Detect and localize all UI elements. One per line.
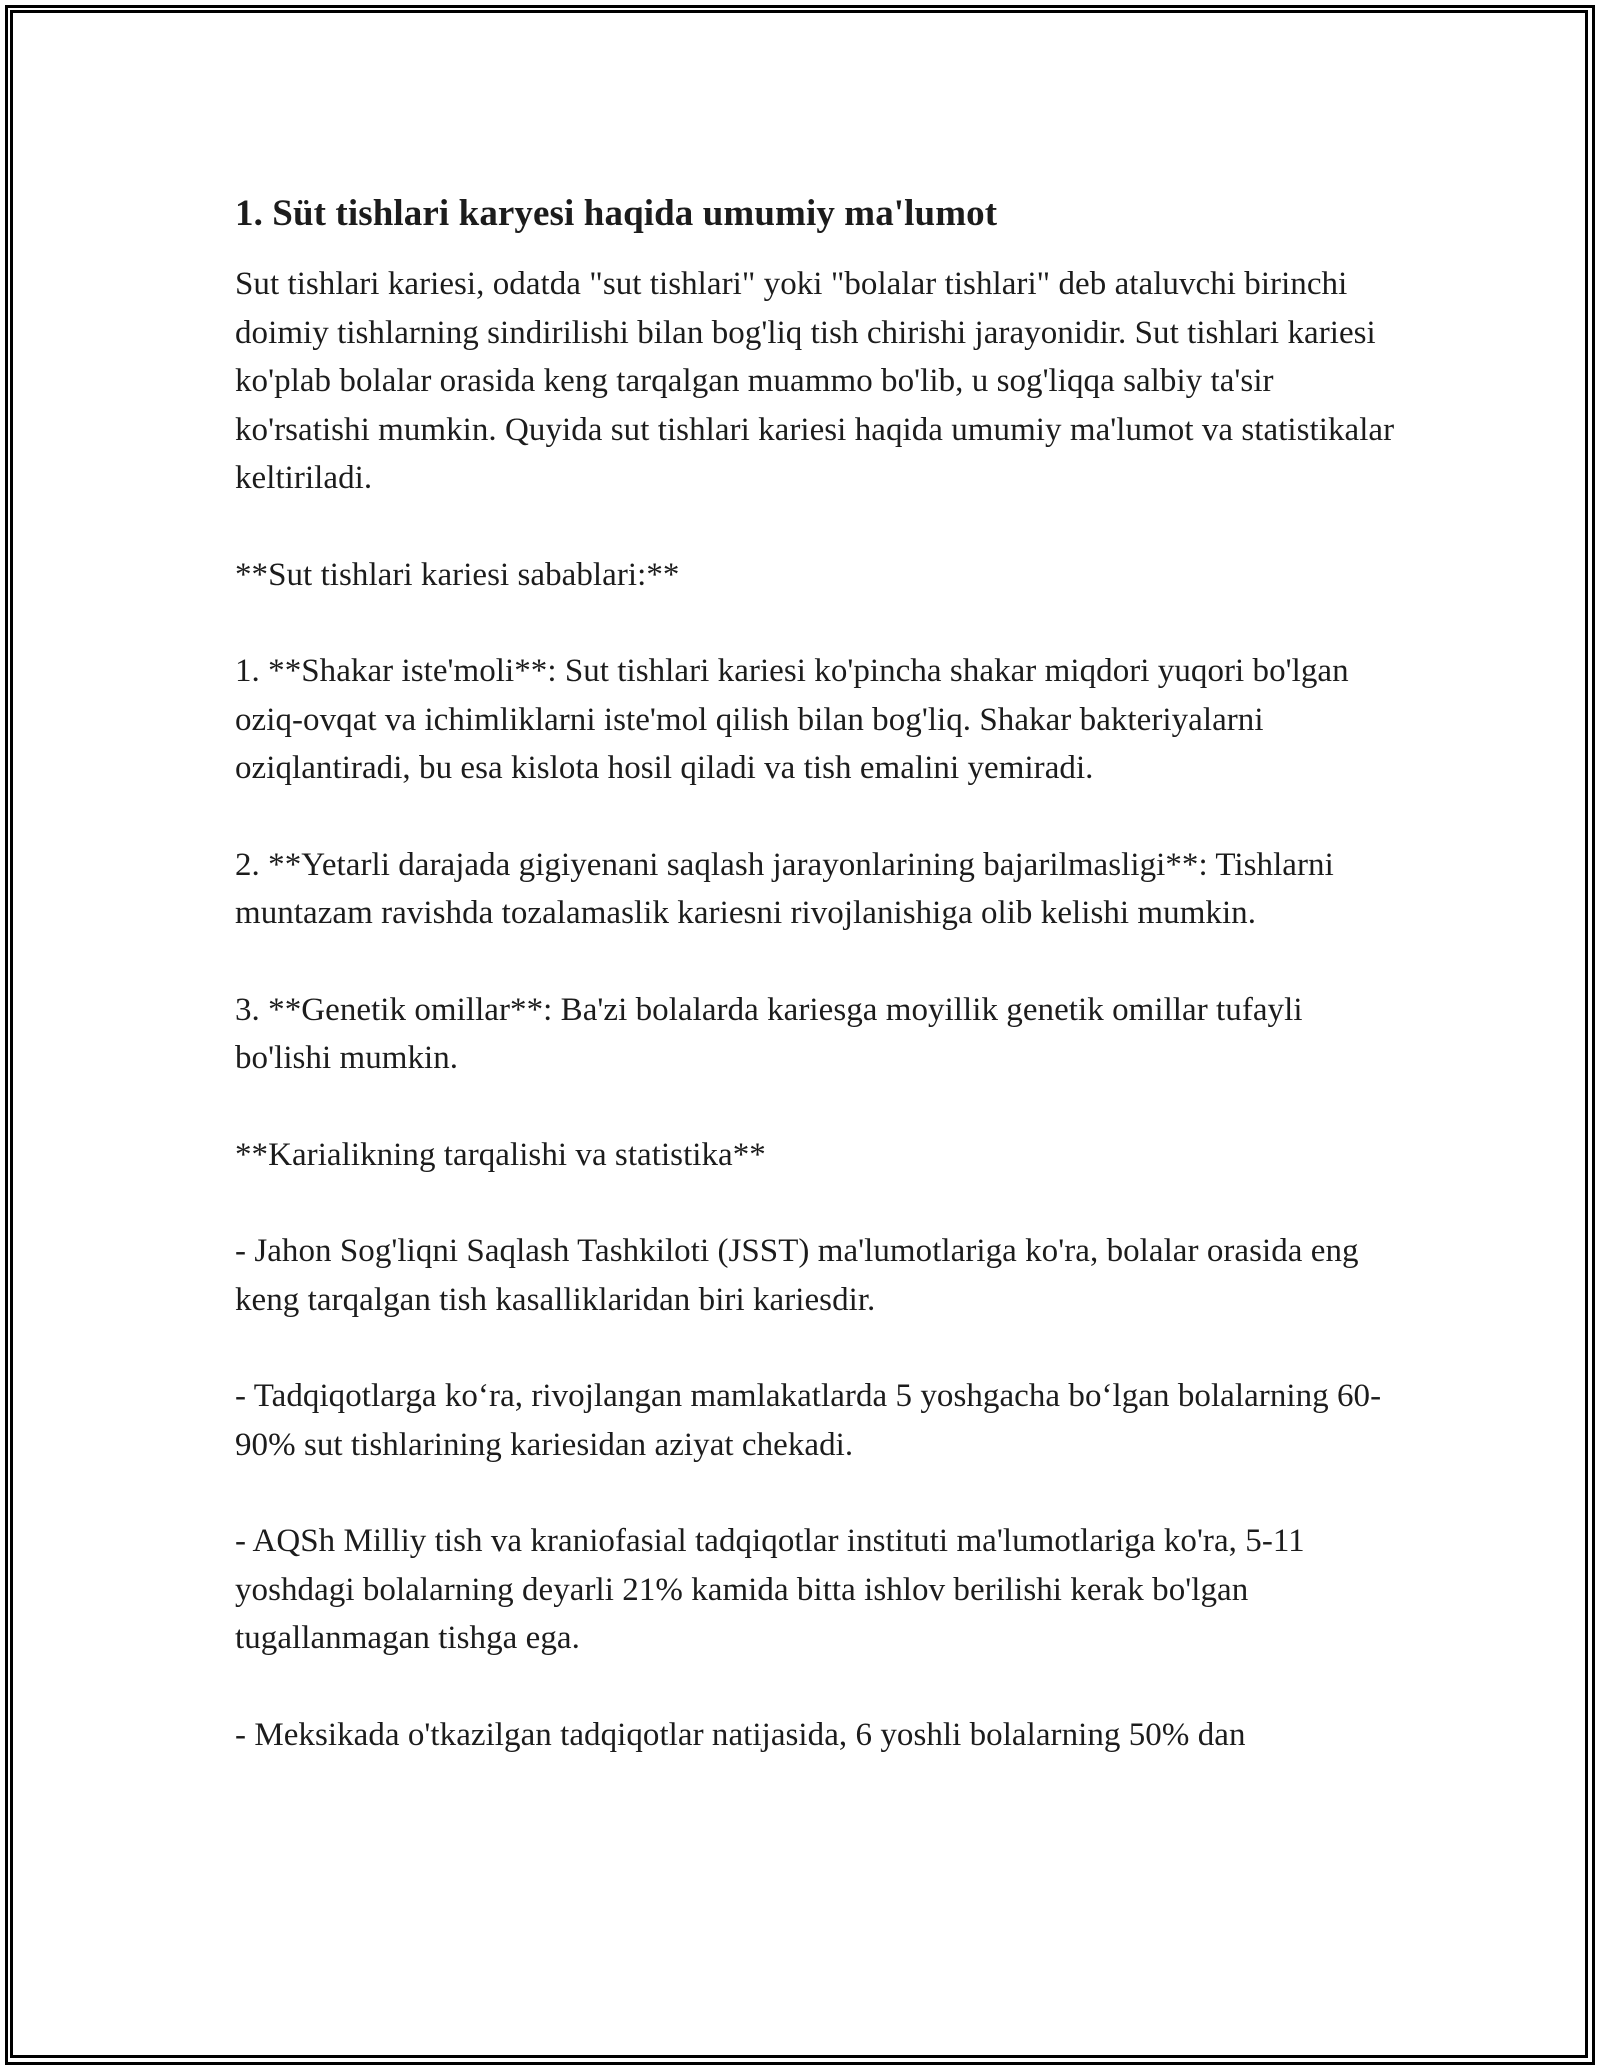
section-title: 1. Süt tishlari karyesi haqida umumiy ma'lumot: [235, 193, 998, 234]
causes-heading: **Sut tishlari kariesi sabablari:**: [235, 556, 680, 593]
stat-item-mexico: - Meksikada o'tkazilgan tadqiqotlar natijasida, 6 yoshli bolalarning 50% dan: [235, 1716, 1246, 1753]
cause-item-genetics: 3. **Genetik omillar**: Ba'zi bolalarda kariesga moyillik genetik omillar tufayli bo'lishi mumkin.: [235, 991, 1303, 1076]
stat-item-developed-countries: - Tadqiqotlarga koʻra, rivojlangan mamlakatlarda 5 yoshgacha boʻlgan bolalarning 60-90% sut tishlarining kariesidan aziyat chekadi.: [235, 1378, 1382, 1463]
cause-item-sugar: 1. **Shakar iste'moli**: Sut tishlari kariesi ko'pincha shakar miqdori yuqori bo'lgan oziq-ovqat va ichimliklarni iste'mol qilish bilan bog'liq. Shakar bakteriyalarni oziqlantiradi, bu esa kislota hosil qiladi va tish emalini yemiradi.: [235, 653, 1349, 786]
stat-item-usa: - AQSh Milliy tish va kraniofasial tadqiqotlar instituti ma'lumotlariga ko'ra, 5-11 yoshdagi bolalarning deyarli 21% kamida bitta ishlov berilishi kerak bo'lgan tugallanmagan tishga ega.: [235, 1523, 1305, 1656]
document-body: [235, 188, 1395, 1807]
intro-paragraph: Sut tishlari kariesi, odatda "sut tishlari" yoki "bolalar tishlari" deb ataluvchi birinchi doimiy tishlarning sindirilishi bilan bog'liq tish chirishi jarayonidir. Sut tishlari kariesi ko'plab bolalar orasida keng tarqalgan muammo bo'lib, u sog'liqqa salbiy ta'sir ko'rsatishi mumkin. Quyida sut tishlari kariesi haqida umumiy ma'lumot va statistikalar keltiriladi.: [235, 266, 1395, 496]
statistics-heading: **Karialikning tarqalishi va statistika**: [235, 1136, 766, 1173]
cause-item-hygiene: 2. **Yetarli darajada gigiyenani saqlash jarayonlarining bajarilmasligi**: Tishlarni muntazam ravishda tozalamaslik kariesni rivojlanishiga olib kelishi mumkin.: [235, 846, 1334, 931]
stat-item-who: - Jahon Sog'liqni Saqlash Tashkiloti (JSST) ma'lumotlariga ko'ra, bolalar orasida eng keng tarqalgan tish kasalliklaridan biri kariesdir.: [235, 1233, 1359, 1318]
